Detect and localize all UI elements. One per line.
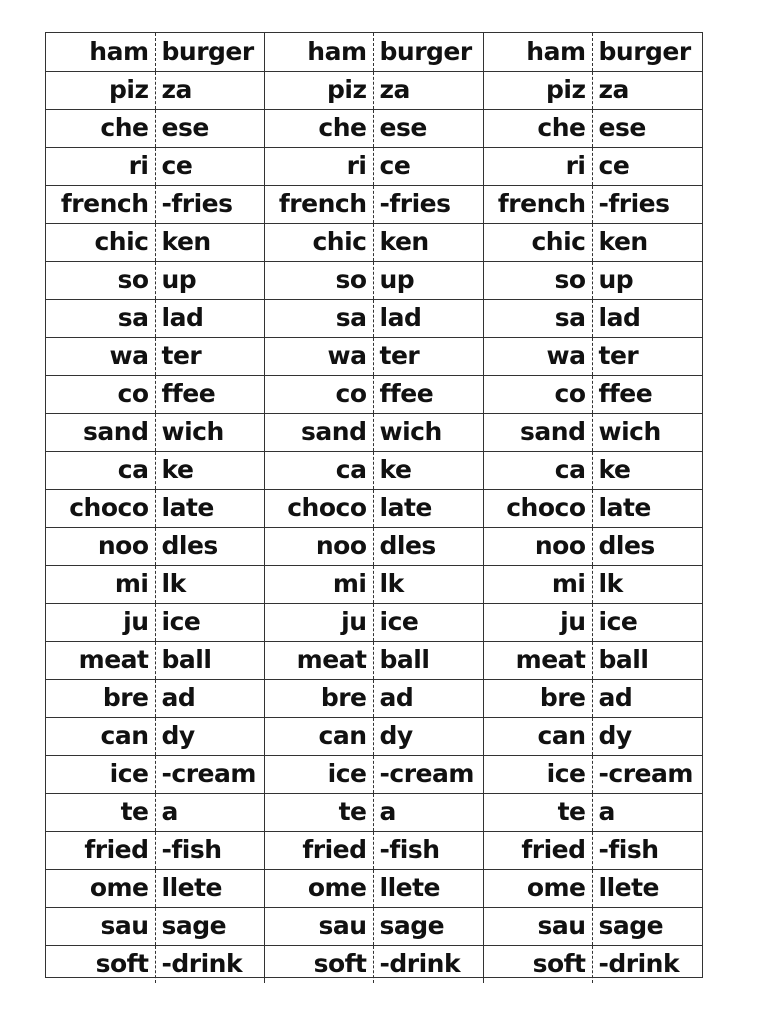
word-second-part: ken	[155, 223, 264, 261]
word-pair-row	[46, 413, 702, 451]
word-pair-row	[46, 223, 702, 261]
word-second-part: ffee	[373, 375, 483, 413]
word-cards-sheet	[45, 32, 703, 978]
word-pair-row	[46, 71, 702, 109]
word-first-part: piz	[483, 71, 592, 109]
word-second-part: burger	[373, 33, 483, 71]
word-first-part: ju	[46, 603, 155, 641]
word-first-part: ome	[483, 869, 592, 907]
word-second-part: ter	[155, 337, 264, 375]
word-second-part: dles	[155, 527, 264, 565]
word-first-part: ca	[46, 451, 155, 489]
word-second-part: ad	[155, 679, 264, 717]
word-second-part: up	[155, 261, 264, 299]
word-first-part: sau	[264, 907, 373, 945]
word-second-part: za	[155, 71, 264, 109]
word-first-part: te	[483, 793, 592, 831]
word-pair-row	[46, 337, 702, 375]
word-second-part: a	[373, 793, 483, 831]
word-pair-row	[46, 755, 702, 793]
word-pair-row	[46, 831, 702, 869]
word-first-part: sa	[264, 299, 373, 337]
word-pair-row	[46, 261, 702, 299]
word-first-part: ham	[46, 33, 155, 71]
word-first-part: ome	[46, 869, 155, 907]
word-first-part: wa	[264, 337, 373, 375]
word-first-part: noo	[483, 527, 592, 565]
word-second-part: -cream	[592, 755, 702, 793]
word-first-part: ice	[46, 755, 155, 793]
word-first-part: ju	[264, 603, 373, 641]
word-first-part: sa	[483, 299, 592, 337]
word-first-part: can	[264, 717, 373, 755]
word-second-part: -drink	[155, 945, 264, 983]
word-first-part: can	[483, 717, 592, 755]
word-first-part: wa	[483, 337, 592, 375]
word-first-part: sand	[483, 413, 592, 451]
word-second-part: ese	[373, 109, 483, 147]
word-first-part: fried	[483, 831, 592, 869]
word-first-part: meat	[46, 641, 155, 679]
word-first-part: te	[264, 793, 373, 831]
word-second-part: ball	[373, 641, 483, 679]
word-second-part: lk	[592, 565, 702, 603]
word-pair-row	[46, 489, 702, 527]
word-first-part: chic	[46, 223, 155, 261]
word-second-part: ce	[592, 147, 702, 185]
word-second-part: llete	[592, 869, 702, 907]
word-second-part: -fish	[373, 831, 483, 869]
word-first-part: piz	[46, 71, 155, 109]
word-pair-row	[46, 375, 702, 413]
word-second-part: late	[155, 489, 264, 527]
word-first-part: piz	[264, 71, 373, 109]
word-pair-row	[46, 185, 702, 223]
word-second-part: burger	[592, 33, 702, 71]
word-pair-row	[46, 299, 702, 337]
word-second-part: wich	[373, 413, 483, 451]
word-first-part: ju	[483, 603, 592, 641]
word-first-part: sau	[46, 907, 155, 945]
word-second-part: burger	[155, 33, 264, 71]
word-first-part: choco	[46, 489, 155, 527]
word-second-part: lk	[373, 565, 483, 603]
word-first-part: che	[483, 109, 592, 147]
word-first-part: sau	[483, 907, 592, 945]
word-first-part: sa	[46, 299, 155, 337]
word-first-part: chic	[483, 223, 592, 261]
word-first-part: noo	[264, 527, 373, 565]
word-first-part: choco	[483, 489, 592, 527]
word-first-part: fried	[46, 831, 155, 869]
word-second-part: llete	[373, 869, 483, 907]
word-pair-row	[46, 945, 702, 983]
word-pair-row	[46, 527, 702, 565]
word-first-part: fried	[264, 831, 373, 869]
word-pair-row	[46, 565, 702, 603]
word-second-part: dy	[592, 717, 702, 755]
word-second-part: lk	[155, 565, 264, 603]
word-second-part: ffee	[592, 375, 702, 413]
word-second-part: wich	[592, 413, 702, 451]
word-first-part: chic	[264, 223, 373, 261]
word-pair-row	[46, 603, 702, 641]
word-first-part: bre	[483, 679, 592, 717]
word-second-part: ad	[592, 679, 702, 717]
word-second-part: up	[592, 261, 702, 299]
word-pair-row	[46, 147, 702, 185]
word-second-part: -cream	[155, 755, 264, 793]
word-first-part: french	[483, 185, 592, 223]
word-second-part: dles	[373, 527, 483, 565]
word-pair-row	[46, 451, 702, 489]
word-first-part: bre	[264, 679, 373, 717]
word-first-part: sand	[46, 413, 155, 451]
word-second-part: ad	[373, 679, 483, 717]
word-pair-row	[46, 679, 702, 717]
word-first-part: soft	[46, 945, 155, 983]
word-second-part: dy	[373, 717, 483, 755]
word-second-part: a	[155, 793, 264, 831]
word-first-part: soft	[264, 945, 373, 983]
word-first-part: so	[264, 261, 373, 299]
word-second-part: up	[373, 261, 483, 299]
word-second-part: ce	[155, 147, 264, 185]
word-first-part: noo	[46, 527, 155, 565]
word-first-part: co	[264, 375, 373, 413]
word-second-part: lad	[373, 299, 483, 337]
word-first-part: te	[46, 793, 155, 831]
word-first-part: che	[46, 109, 155, 147]
word-second-part: ce	[373, 147, 483, 185]
word-first-part: meat	[483, 641, 592, 679]
word-first-part: ice	[264, 755, 373, 793]
word-second-part: sage	[592, 907, 702, 945]
word-first-part: ri	[483, 147, 592, 185]
word-first-part: french	[46, 185, 155, 223]
word-pair-row	[46, 641, 702, 679]
word-pair-row	[46, 907, 702, 945]
word-first-part: french	[264, 185, 373, 223]
word-first-part: che	[264, 109, 373, 147]
word-pair-row	[46, 33, 702, 71]
word-second-part: ese	[592, 109, 702, 147]
word-first-part: so	[46, 261, 155, 299]
word-first-part: ome	[264, 869, 373, 907]
word-second-part: lad	[592, 299, 702, 337]
word-second-part: za	[592, 71, 702, 109]
word-second-part: ice	[155, 603, 264, 641]
word-second-part: -drink	[373, 945, 483, 983]
word-second-part: ball	[155, 641, 264, 679]
word-first-part: ham	[483, 33, 592, 71]
word-second-part: ice	[373, 603, 483, 641]
word-first-part: co	[46, 375, 155, 413]
word-second-part: sage	[155, 907, 264, 945]
word-second-part: -fries	[592, 185, 702, 223]
word-second-part: ken	[592, 223, 702, 261]
word-pair-row	[46, 869, 702, 907]
word-second-part: ball	[592, 641, 702, 679]
word-second-part: wich	[155, 413, 264, 451]
word-first-part: ri	[46, 147, 155, 185]
word-first-part: ca	[483, 451, 592, 489]
word-second-part: ke	[592, 451, 702, 489]
word-second-part: dy	[155, 717, 264, 755]
word-second-part: za	[373, 71, 483, 109]
word-second-part: ke	[373, 451, 483, 489]
word-first-part: mi	[483, 565, 592, 603]
word-first-part: co	[483, 375, 592, 413]
word-first-part: mi	[264, 565, 373, 603]
word-second-part: -fish	[155, 831, 264, 869]
word-first-part: can	[46, 717, 155, 755]
word-second-part: lad	[155, 299, 264, 337]
word-second-part: llete	[155, 869, 264, 907]
word-second-part: -cream	[373, 755, 483, 793]
word-second-part: ke	[155, 451, 264, 489]
word-second-part: a	[592, 793, 702, 831]
word-pair-table	[46, 33, 702, 983]
word-second-part: ter	[373, 337, 483, 375]
word-second-part: ken	[373, 223, 483, 261]
word-second-part: late	[373, 489, 483, 527]
word-first-part: so	[483, 261, 592, 299]
word-first-part: mi	[46, 565, 155, 603]
word-second-part: ice	[592, 603, 702, 641]
word-first-part: choco	[264, 489, 373, 527]
word-second-part: -fish	[592, 831, 702, 869]
word-second-part: -drink	[598, 949, 680, 979]
word-second-part: late	[592, 489, 702, 527]
word-pair-row	[46, 109, 702, 147]
word-first-part: bre	[46, 679, 155, 717]
word-second-part: -fries	[373, 185, 483, 223]
word-first-part: soft	[483, 945, 592, 983]
word-pair-row	[46, 717, 702, 755]
word-second-part: ffee	[155, 375, 264, 413]
word-second-part: -fries	[155, 185, 264, 223]
word-pair-row	[46, 793, 702, 831]
word-first-part: ham	[264, 33, 373, 71]
word-second-part: ese	[155, 109, 264, 147]
word-second-part: ter	[592, 337, 702, 375]
word-first-part: ri	[264, 147, 373, 185]
word-first-part: ca	[264, 451, 373, 489]
word-first-part: wa	[46, 337, 155, 375]
word-second-part: sage	[373, 907, 483, 945]
word-first-part: ice	[483, 755, 592, 793]
word-first-part: meat	[264, 641, 373, 679]
word-second-part: dles	[592, 527, 702, 565]
word-first-part: sand	[264, 413, 373, 451]
